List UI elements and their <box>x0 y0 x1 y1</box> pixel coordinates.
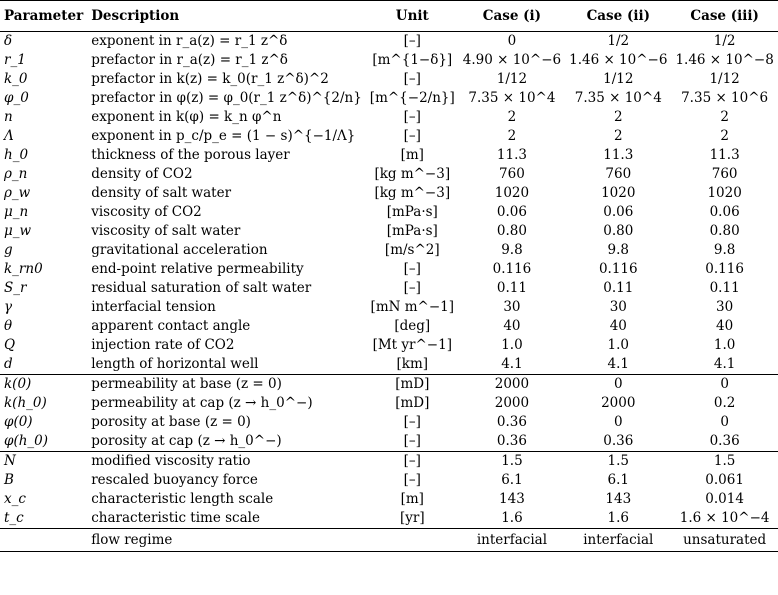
cell-case-i: 0.36 <box>496 414 527 430</box>
table-row <box>0 32 778 52</box>
cell-case-i: 0 <box>507 33 517 49</box>
cell-case-ii: 0.11 <box>603 280 634 296</box>
cell-description: exponent in p_c/p_e = (1 − s)^{−1/Λ} <box>91 128 356 144</box>
cell-case-i: 11.3 <box>496 147 527 163</box>
cell-case-ii: 11.3 <box>603 147 634 163</box>
cell-unit: [–] <box>403 71 421 87</box>
cell-unit: [–] <box>403 414 421 430</box>
cell-description: flow regime <box>91 531 173 548</box>
cell-case-i: 9.8 <box>501 242 523 258</box>
cell-description: permeability at base (z = 0) <box>91 376 282 392</box>
cell-description: injection rate of CO2 <box>91 337 235 353</box>
cell-case-i: 0.80 <box>496 223 527 239</box>
header-parameter: Parameter <box>4 7 84 24</box>
cell-case-iii: 40 <box>716 318 734 334</box>
cell-case-ii: 9.8 <box>607 242 630 258</box>
cell-unit: [yr] <box>399 510 425 526</box>
cell-unit: [–] <box>403 472 421 488</box>
table-row <box>0 51 778 70</box>
cell-case-iii: 30 <box>716 299 734 315</box>
table-row <box>0 375 778 394</box>
cell-case-i: 0.11 <box>496 280 527 296</box>
table-row <box>0 355 778 375</box>
table-row <box>0 432 778 452</box>
cell-description: porosity at cap (z → h_0^−) <box>91 433 282 449</box>
cell-case-ii: 2 <box>613 109 623 125</box>
cell-case-i: 0.36 <box>496 433 527 449</box>
cell-case-ii: 0 <box>613 376 623 392</box>
cell-unit: [–] <box>403 109 421 125</box>
cell-parameter: x_c <box>4 491 26 507</box>
cell-description: interfacial tension <box>91 299 216 315</box>
cell-case-i: 2000 <box>494 395 530 411</box>
cell-parameter: r_1 <box>4 52 26 68</box>
table-row <box>0 70 778 89</box>
cell-case-iii: 0.014 <box>705 491 744 507</box>
cell-case-i: 2000 <box>494 376 530 392</box>
table-row <box>0 471 778 490</box>
cell-description: characteristic length scale <box>91 491 274 507</box>
table-row <box>0 146 778 165</box>
cell-parameter: t_c <box>4 510 24 526</box>
table-row <box>0 165 778 184</box>
cell-case-ii: 1.5 <box>607 453 630 469</box>
cell-description: prefactor in r_a(z) = r_1 z^δ <box>91 52 288 68</box>
cell-case-ii: 1/12 <box>603 71 634 87</box>
cell-case-iii: 0.06 <box>709 204 740 220</box>
header-row <box>0 1 778 32</box>
cell-case-i: 0.06 <box>496 204 527 220</box>
cell-description: length of horizontal well <box>91 356 259 372</box>
table-row <box>0 184 778 203</box>
cell-case-i: 4.90 × 10^−6 <box>462 52 562 68</box>
cell-case-iii: 1/2 <box>713 33 736 49</box>
cell-case-ii: 1.0 <box>607 337 630 353</box>
cell-description: thickness of the porous layer <box>91 147 290 163</box>
cell-case-iii: 9.8 <box>713 242 736 258</box>
cell-case-ii: 6.1 <box>607 472 630 488</box>
table-row <box>0 108 778 127</box>
cell-case-i: 760 <box>499 166 525 182</box>
cell-unit: [deg] <box>394 318 431 334</box>
cell-description: exponent in k(φ) = k_n φ^n <box>91 109 282 125</box>
cell-case-iii: 0.80 <box>709 223 740 239</box>
cell-case-iii: 1.5 <box>713 453 736 469</box>
cell-case-i: 2 <box>507 109 517 125</box>
cell-unit: [kg m^−3] <box>374 166 451 182</box>
cell-case-ii: 4.1 <box>607 356 630 372</box>
flow-regime-row <box>0 529 778 552</box>
cell-description: viscosity of CO2 <box>91 204 202 220</box>
cell-description: permeability at cap (z → h_0^−) <box>91 395 313 411</box>
cell-parameter: k_0 <box>4 71 28 87</box>
table-row <box>0 509 778 529</box>
cell-unit: [m] <box>400 147 424 163</box>
cell-unit: [km] <box>396 356 429 372</box>
cell-case-iii: 760 <box>711 166 738 182</box>
cell-description: residual saturation of salt water <box>91 280 312 296</box>
cell-case-ii: 0.36 <box>603 433 634 449</box>
cell-case-iii: 11.3 <box>709 147 740 163</box>
cell-case-iii: 7.35 × 10^6 <box>681 90 769 106</box>
cell-case-i: 6.1 <box>501 472 523 488</box>
cell-description: characteristic time scale <box>91 510 260 526</box>
cell-description: rescaled buoyancy force <box>91 472 258 488</box>
cell-case-i: 30 <box>503 299 521 315</box>
cell-parameter: ρ_n <box>4 166 28 182</box>
cell-case-i: 1/12 <box>496 71 528 87</box>
cell-description: gravitational acceleration <box>91 242 268 258</box>
cell-case-ii: 760 <box>605 166 632 182</box>
table-row <box>0 336 778 355</box>
cell-description: porosity at base (z = 0) <box>91 414 251 430</box>
cell-parameter: μ_n <box>4 204 29 220</box>
cell-unit: [Mt yr^−1] <box>372 337 452 353</box>
cell-case-iii: 1/12 <box>709 71 740 87</box>
cell-case-i: 1.5 <box>501 453 523 469</box>
cell-description: viscosity of salt water <box>91 223 241 239</box>
cell-case-i: 40 <box>503 318 521 334</box>
cell-parameter: θ <box>4 318 13 334</box>
cell-unit: [m/s^2] <box>384 242 440 258</box>
cell-case-ii: 1020 <box>601 185 636 201</box>
cell-unit: [–] <box>403 433 421 449</box>
cell-description: prefactor in φ(z) = φ_0(r_1 z^δ)^{2/n} <box>91 90 362 106</box>
cell-case-ii: 1/2 <box>607 33 630 49</box>
header-case-i: Case (i) <box>482 7 542 24</box>
header-description: Description <box>91 7 180 24</box>
cell-parameter <box>0 529 87 552</box>
cell-case-iii: 2 <box>720 109 729 125</box>
cell-parameter: k(h_0) <box>4 395 47 411</box>
header-case-iii: Case (iii) <box>690 7 759 24</box>
table-row <box>0 203 778 222</box>
cell-description: density of salt water <box>91 185 232 201</box>
cell-case-iii: 1020 <box>707 185 742 201</box>
cell-parameter: μ_w <box>4 223 32 239</box>
table-row <box>0 279 778 298</box>
cell-case-ii: 0.80 <box>603 223 634 239</box>
cell-unit: [mN m^−1] <box>370 299 454 315</box>
cell-description: modified viscosity ratio <box>91 453 251 469</box>
cell-case-iii: 0.061 <box>705 472 744 488</box>
cell-description: exponent in r_a(z) = r_1 z^δ <box>91 33 288 49</box>
cell-case-iii: 0.116 <box>705 261 744 277</box>
table-row <box>0 89 778 108</box>
cell-unit: [kg m^−3] <box>374 185 451 201</box>
cell-case-ii: 40 <box>609 318 627 334</box>
cell-parameter: φ_0 <box>4 90 29 106</box>
cell-case-iii: 1.0 <box>713 337 736 353</box>
cell-case-iii: 0.36 <box>709 433 740 449</box>
cell-case-ii: 7.35 × 10^4 <box>574 90 662 106</box>
cell-unit: [mPa·s] <box>386 223 438 239</box>
table-row <box>0 127 778 146</box>
cell-case-iii: unsaturated <box>683 531 767 548</box>
cell-parameter: h_0 <box>4 147 29 163</box>
cell-unit: [m^{−2/n}] <box>369 90 455 106</box>
cell-parameter: ρ_w <box>4 185 31 201</box>
cell-case-i: interfacial <box>476 531 548 548</box>
cell-case-i: 143 <box>499 491 525 507</box>
cell-case-ii: 30 <box>609 299 627 315</box>
cell-unit: [mD] <box>395 376 430 392</box>
cell-unit: [mD] <box>395 395 430 411</box>
table-row <box>0 413 778 432</box>
cell-case-iii: 2 <box>720 128 729 144</box>
cell-unit <box>366 529 459 552</box>
cell-case-ii: 2 <box>613 128 623 144</box>
cell-case-iii: 4.1 <box>713 356 736 372</box>
cell-parameter: B <box>4 472 14 488</box>
table-body <box>0 32 778 552</box>
cell-case-i: 7.35 × 10^4 <box>468 90 556 106</box>
cell-case-ii: 2000 <box>601 395 636 411</box>
cell-parameter: γ <box>4 299 13 315</box>
table-row <box>0 222 778 241</box>
table-row <box>0 317 778 336</box>
cell-case-ii: 0 <box>613 414 623 430</box>
cell-case-iii: 1.6 × 10^−4 <box>679 510 770 526</box>
cell-unit: [m^{1−δ}] <box>372 52 453 68</box>
cell-parameter: φ(0) <box>4 414 33 430</box>
cell-description: end-point relative permeability <box>91 261 304 277</box>
cell-case-iii: 0 <box>720 376 729 392</box>
cell-case-ii: 0.06 <box>603 204 634 220</box>
cell-case-ii: 1.6 <box>607 510 630 526</box>
table-row <box>0 241 778 260</box>
cell-parameter: Q <box>4 337 16 353</box>
cell-parameter: g <box>4 242 13 258</box>
cell-parameter: δ <box>4 33 13 49</box>
table-row <box>0 394 778 413</box>
cell-case-iii: 0.2 <box>713 395 736 411</box>
header-unit: Unit <box>395 7 429 24</box>
cell-parameter: k_rn0 <box>4 261 43 277</box>
cell-case-iii: 1.46 × 10^−8 <box>675 52 774 68</box>
cell-description: apparent contact angle <box>91 318 251 334</box>
cell-case-ii: interfacial <box>583 531 654 548</box>
cell-case-i: 1.6 <box>501 510 523 526</box>
cell-case-ii: 1.46 × 10^−6 <box>569 52 668 68</box>
cell-case-i: 4.1 <box>501 356 523 372</box>
table-row <box>0 490 778 509</box>
cell-unit: [m] <box>400 491 424 507</box>
cell-unit: [–] <box>403 33 421 49</box>
cell-parameter: N <box>4 453 16 469</box>
cell-parameter: n <box>4 109 13 125</box>
cell-case-i: 0.116 <box>492 261 532 277</box>
cell-unit: [mPa·s] <box>386 204 438 220</box>
cell-case-i: 1020 <box>494 185 530 201</box>
table-row <box>0 298 778 317</box>
cell-case-ii: 143 <box>605 491 632 507</box>
cell-case-iii: 0 <box>720 414 729 430</box>
cell-parameter: k(0) <box>4 376 32 392</box>
cell-description: density of CO2 <box>91 166 193 182</box>
cell-description: prefactor in k(z) = k_0(r_1 z^δ)^2 <box>91 71 329 87</box>
cell-case-i: 2 <box>507 128 517 144</box>
cell-parameter: φ(h_0) <box>4 433 49 449</box>
cell-unit: [–] <box>403 280 421 296</box>
cell-unit: [–] <box>403 128 421 144</box>
table-row <box>0 452 778 471</box>
cell-case-iii: 0.11 <box>709 280 740 296</box>
cell-case-i: 1.0 <box>501 337 523 353</box>
cell-parameter: d <box>4 356 13 372</box>
cell-case-ii: 0.116 <box>598 261 638 277</box>
header-case-ii: Case (ii) <box>586 7 650 24</box>
cell-unit: [–] <box>403 261 421 277</box>
cell-unit: [–] <box>403 453 421 469</box>
cell-parameter: Λ <box>4 128 14 144</box>
cell-parameter: S_r <box>4 280 27 296</box>
table-row <box>0 260 778 279</box>
